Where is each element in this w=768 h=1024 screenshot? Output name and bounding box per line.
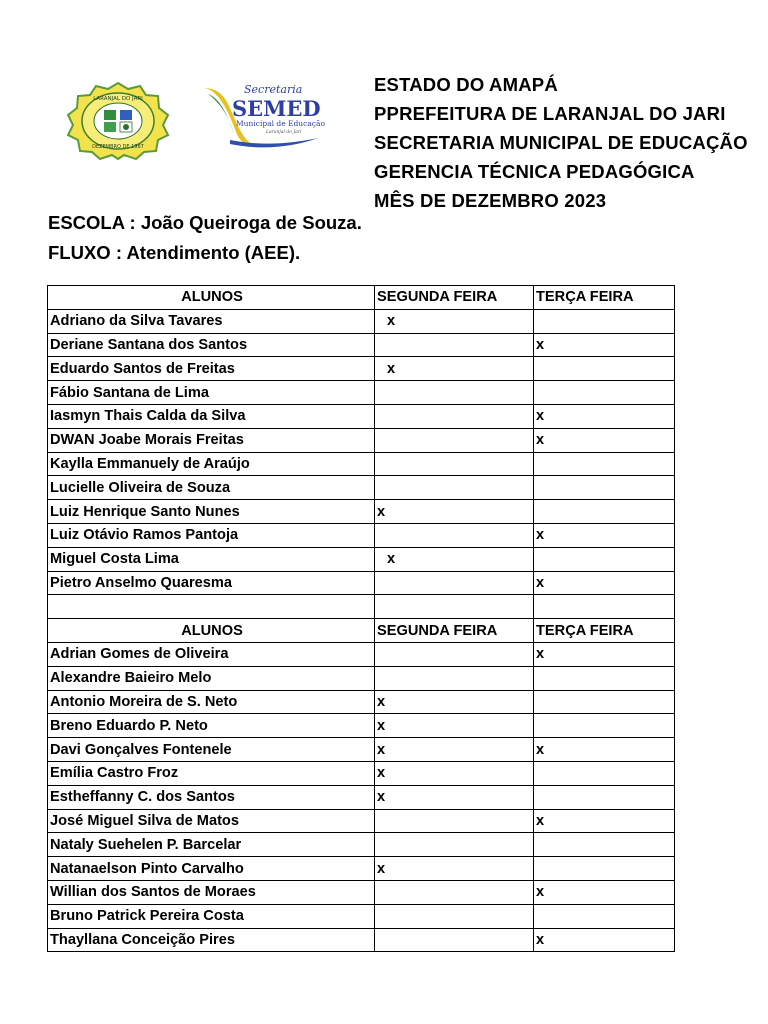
student-name: Antonio Moreira de S. Neto <box>48 690 375 714</box>
header-line-state: ESTADO DO AMAPÁ <box>374 74 558 95</box>
semed-main: SEMED <box>232 96 321 121</box>
segunda-mark: x <box>375 761 534 785</box>
student-name: Nataly Suehelen P. Barcelar <box>48 833 375 857</box>
header-segunda-feira: SEGUNDA FEIRA <box>375 619 534 643</box>
terca-mark: x <box>534 523 675 547</box>
seal-text-top: LARANJAL DO JARI <box>93 96 143 102</box>
terca-mark <box>534 690 675 714</box>
segunda-mark <box>375 880 534 904</box>
segunda-mark <box>375 333 534 357</box>
empty-cell <box>534 595 675 619</box>
flow-label: FLUXO : Atendimento (AEE). <box>48 242 301 263</box>
segunda-mark: x <box>375 857 534 881</box>
table-header-row <box>48 619 675 643</box>
student-name: Luiz Henrique Santo Nunes <box>48 500 375 524</box>
table-row <box>48 904 675 928</box>
header-line-prefeitura: PPREFEITURA DE LARANJAL DO JARI <box>374 103 726 124</box>
segunda-mark <box>375 428 534 452</box>
terca-mark <box>534 857 675 881</box>
header-line-secretaria: SECRETARIA MUNICIPAL DE EDUCAÇÃO <box>374 132 748 153</box>
terca-mark <box>534 547 675 571</box>
table-row <box>48 357 675 381</box>
header-terca-feira: TERÇA FEIRA <box>534 619 675 643</box>
segunda-mark: x <box>375 714 534 738</box>
terca-mark: x <box>534 880 675 904</box>
semed-tag: Laranjal do Jari <box>266 130 302 135</box>
table-row <box>48 809 675 833</box>
student-name: Eduardo Santos de Freitas <box>48 357 375 381</box>
segunda-mark <box>375 571 534 595</box>
student-name: Thayllana Conceição Pires <box>48 928 375 952</box>
table-row <box>48 738 675 762</box>
semed-logo <box>200 80 324 152</box>
terca-mark: x <box>534 404 675 428</box>
student-name: Estheffanny C. dos Santos <box>48 785 375 809</box>
header-alunos: ALUNOS <box>48 619 375 643</box>
segunda-mark <box>375 452 534 476</box>
student-name: José Miguel Silva de Matos <box>48 809 375 833</box>
segunda-mark <box>375 809 534 833</box>
school-label: ESCOLA : João Queiroga de Souza. <box>48 212 362 233</box>
table-row <box>48 547 675 571</box>
segunda-mark <box>375 928 534 952</box>
terca-mark <box>534 714 675 738</box>
segunda-mark <box>375 381 534 405</box>
table-row <box>48 428 675 452</box>
student-name: Pietro Anselmo Quaresma <box>48 571 375 595</box>
table-row <box>48 666 675 690</box>
student-name: Emília Castro Froz <box>48 761 375 785</box>
terca-mark <box>534 357 675 381</box>
municipal-seal-logo <box>66 82 170 160</box>
segunda-mark: x <box>375 690 534 714</box>
table-row <box>48 690 675 714</box>
student-name: Lucielle Oliveira de Souza <box>48 476 375 500</box>
table-row <box>48 476 675 500</box>
student-name: Miguel Costa Lima <box>48 547 375 571</box>
table-header-row <box>48 286 675 310</box>
table-row <box>48 928 675 952</box>
semed-script: Secretaria <box>244 83 303 96</box>
header-line-gerencia: GERENCIA TÉCNICA PEDAGÓGICA <box>374 161 695 182</box>
terca-mark <box>534 761 675 785</box>
terca-mark: x <box>534 333 675 357</box>
segunda-mark <box>375 476 534 500</box>
terca-mark: x <box>534 809 675 833</box>
student-name: Adrian Gomes de Oliveira <box>48 642 375 666</box>
document-header <box>374 70 748 215</box>
student-name: Alexandre Baieiro Melo <box>48 666 375 690</box>
table-row <box>48 642 675 666</box>
table-row <box>48 833 675 857</box>
student-name: Adriano da Silva Tavares <box>48 309 375 333</box>
segunda-mark <box>375 666 534 690</box>
terca-mark <box>534 833 675 857</box>
terca-mark <box>534 452 675 476</box>
table-row <box>48 785 675 809</box>
seal-text-bottom: DEZEMBRO DE 1987 <box>92 144 144 150</box>
terca-mark: x <box>534 642 675 666</box>
student-name: Deriane Santana dos Santos <box>48 333 375 357</box>
terca-mark <box>534 785 675 809</box>
terca-mark <box>534 381 675 405</box>
terca-mark: x <box>534 428 675 452</box>
student-name: Kaylla Emmanuely de Araújo <box>48 452 375 476</box>
terca-mark <box>534 904 675 928</box>
student-name: Willian dos Santos de Moraes <box>48 880 375 904</box>
empty-cell <box>375 595 534 619</box>
table-row <box>48 500 675 524</box>
table-row <box>48 309 675 333</box>
terca-mark: x <box>534 928 675 952</box>
segunda-mark: x <box>375 357 534 381</box>
header-line-month: MÊS DE DEZEMBRO 2023 <box>374 190 607 211</box>
table-row <box>48 381 675 405</box>
terca-mark <box>534 476 675 500</box>
semed-sub: Municipal de Educação <box>236 119 325 128</box>
table-row <box>48 714 675 738</box>
segunda-mark: x <box>375 785 534 809</box>
terca-mark <box>534 500 675 524</box>
student-name: Breno Eduardo P. Neto <box>48 714 375 738</box>
terca-mark <box>534 666 675 690</box>
segunda-mark <box>375 642 534 666</box>
segunda-mark: x <box>375 500 534 524</box>
table-row <box>48 523 675 547</box>
table-row <box>48 452 675 476</box>
table-row <box>48 857 675 881</box>
table-row <box>48 404 675 428</box>
header-terca-feira: TERÇA FEIRA <box>534 286 675 310</box>
terca-mark: x <box>534 571 675 595</box>
table-row <box>48 880 675 904</box>
segunda-mark <box>375 523 534 547</box>
student-name: Luiz Otávio Ramos Pantoja <box>48 523 375 547</box>
table-row <box>48 571 675 595</box>
terca-mark <box>534 309 675 333</box>
segunda-mark: x <box>375 547 534 571</box>
table-row <box>48 761 675 785</box>
spacer-row <box>48 595 675 619</box>
student-name: Bruno Patrick Pereira Costa <box>48 904 375 928</box>
student-name: Fábio Santana de Lima <box>48 381 375 405</box>
segunda-mark <box>375 904 534 928</box>
student-name: DWAN Joabe Morais Freitas <box>48 428 375 452</box>
student-name: Iasmyn Thais Calda da Silva <box>48 404 375 428</box>
terca-mark: x <box>534 738 675 762</box>
table-row <box>48 333 675 357</box>
segunda-mark <box>375 833 534 857</box>
empty-cell <box>48 595 375 619</box>
header-alunos: ALUNOS <box>48 286 375 310</box>
student-name: Davi Gonçalves Fontenele <box>48 738 375 762</box>
student-name: Natanaelson Pinto Carvalho <box>48 857 375 881</box>
segunda-mark: x <box>375 738 534 762</box>
attendance-table <box>47 285 675 952</box>
segunda-mark <box>375 404 534 428</box>
header-segunda-feira: SEGUNDA FEIRA <box>375 286 534 310</box>
segunda-mark: x <box>375 309 534 333</box>
